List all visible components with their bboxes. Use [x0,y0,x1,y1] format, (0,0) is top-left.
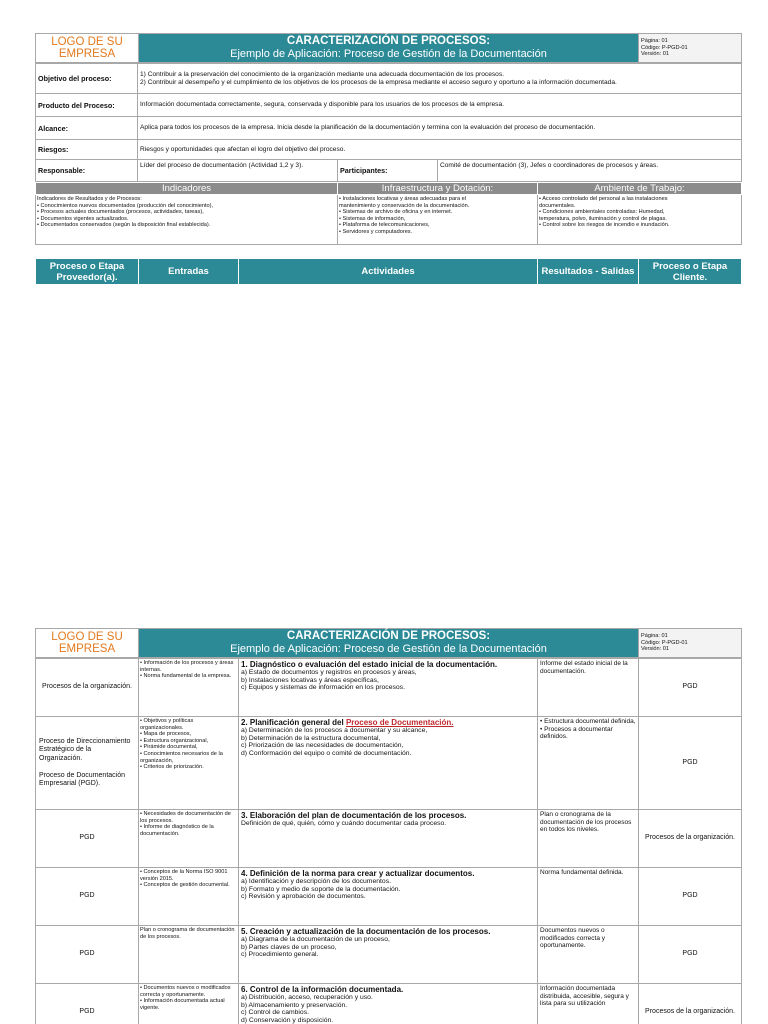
objective-value [138,64,742,94]
activities-cell [239,984,538,1024]
environment-line: • Control sobre los riesgos de incendio e inundación. [539,222,670,228]
input-item: • Norma fundamental de la empresa. [140,673,232,680]
output-item: Documentos nuevos o modificados correcta y oportunamente. [540,927,606,950]
logo-line-2: EMPRESA [58,643,116,655]
input-item: • Documentos nuevos o modificados correcta y oportunamente. [140,985,231,998]
client-cell: Procesos de la organización. [639,810,742,868]
objective-label: Objetivo del proceso: [36,64,138,94]
infrastructure-line: • Instalaciones locativas y áreas adecuadas para el [339,196,466,202]
input-item: • Objetivos y políticas organizacionales. [140,718,194,731]
process-columns-header [35,258,742,285]
activities-cell [239,717,538,810]
activity-title [241,927,535,936]
page-number: Página: 01 [641,38,668,45]
supplier-cell: Procesos de la organización. [36,659,139,717]
client-cell: PGD [639,717,742,810]
document-code: Código: P-PGD-01 [641,44,688,51]
outputs-cell [538,868,639,926]
activity-item: a) Estado de documentos y registros en procesos y áreas, [241,669,417,676]
document-metadata [639,629,742,658]
client-cell: PGD [639,926,742,984]
scope-value: Aplica para todos los procesos de la empresa. Inicia desde la planificación de la documentación y termina con la evaluación del proceso de documentación. [138,117,742,140]
resources-table [35,182,742,245]
document-version: Versión: 01 [641,646,669,653]
activity-item: a) Distribución, acceso, recuperación y uso. [241,994,373,1001]
output-item: Plan o cronograma de la documentación de los procesos en todos los niveles. [540,811,632,834]
process-row [36,926,742,984]
outputs-cell [538,984,639,1024]
activity-item: a) Determinación de los procesos a documentar y su alcance, [241,727,428,734]
activities-cell [239,868,538,926]
indicators-list [36,195,338,245]
document-title-cell [139,629,639,658]
infrastructure-line: • Sistemas de archivo de oficina y en internet. [339,209,453,215]
logo-line-1: LOGO DE SU [51,36,123,48]
header-table [35,628,742,658]
process-row [36,810,742,868]
indicator-line: • Conocimientos nuevos documentados (producción del conocimiento), [37,202,214,209]
environment-line: documentales. [539,202,576,209]
page-number: Página: 01 [641,633,668,640]
activity-item: b) Partes claves de un proceso, [241,943,337,951]
process-row [36,659,742,717]
inputs-cell [139,984,239,1024]
environment-line: • Condiciones ambientales controladas: Humedad, [539,209,665,215]
document-title: CARACTERIZACIÓN DE PROCESOS: [286,630,491,642]
activity-item: a) Identificación y descripción de los documentos. [241,878,391,885]
inputs-cell [139,717,239,810]
supplier-cell: PGD [36,810,139,868]
activity-title [241,660,535,669]
activity-item: Definición de qué, quién, cómo y cuándo documentar cada proceso. [241,820,447,827]
document-subtitle: Ejemplo de Aplicación: Proceso de Gestión de la Documentación [230,48,547,60]
input-item: • Información documentada actual vigente. [140,998,225,1011]
input-item: Plan o cronograma de documentación de los procesos. [140,927,235,940]
product-label: Producto del Proceso: [36,94,138,117]
activity-item: d) Conservación y disposición. [241,1017,334,1024]
activity-title-text: 3. Elaboración del plan de documentación de los procesos. [241,811,467,820]
output-item: • Estructura documental definida, [540,718,636,725]
activity-title-text: 6. Control de la información documentada. [241,985,404,994]
participants-value: Comité de documentación (3), Jefes o coordinadores de procesos y áreas. [438,160,742,182]
inputs-cell [139,926,239,984]
logo-line-2: EMPRESA [58,48,116,60]
client-cell: Procesos de la organización. [639,984,742,1024]
client-cell: PGD [639,659,742,717]
input-item: • Necesidades de documentación de los procesos. [140,811,231,824]
document-code: Código: P-PGD-01 [641,639,688,646]
indicator-line: • Documentos vigentes actualizados. [37,215,129,222]
indicator-line: • Documentados conservados (según la disposición final establecida). [37,222,211,228]
input-item: • Información de los procesos y áreas internas. [140,660,234,673]
activities-cell [239,810,538,868]
process-activities-table [35,658,742,1024]
input-item: • Conocimientos necesarios de la organización, [140,750,223,764]
supplier-cell: PGD [36,926,139,984]
input-item: • Estructura organizacional, [140,737,209,744]
activity-title [241,869,535,878]
activity-item: b) Instalaciones locativas y áreas específicas, [241,676,379,684]
header-table [35,33,742,63]
input-item: • Conceptos de la Norma ISO 9001 versión 2015. [140,869,228,882]
col-header-activities: Actividades [239,259,538,285]
output-item: Informe del estado inicial de la documentación. [540,660,628,675]
process-info-table [35,63,742,182]
activity-item: c) Priorización de las necesidades de documentación, [241,742,404,750]
activity-item: b) Almacenamiento y preservación. [241,1001,348,1009]
input-item: • Criterios de priorización. [140,764,204,771]
company-logo-placeholder [36,34,139,63]
document-metadata [639,34,742,63]
activity-item: a) Diagrama de la documentación de un proceso, [241,936,390,943]
activity-item: c) Equipos y sistemas de información en los procesos. [241,684,405,692]
input-item: • Pirámide documental, [140,744,198,751]
document-title: CARACTERIZACIÓN DE PROCESOS: [286,35,491,47]
logo-line-1: LOGO DE SU [51,631,123,643]
indicator-line: Indicadores de Resultados y de Procesos: [37,196,142,202]
risks-label: Riesgos: [36,140,138,160]
environment-line: temperatura, polvo, iluminación y control de plagas. [539,215,667,222]
participants-label: Participantes: [338,160,438,182]
activity-item: d) Conformación del equipo o comité de documentación. [241,750,412,758]
infrastructure-list [338,195,538,245]
objective-line-2: 2) Contribuir al desempeño y el cumplimiento de los objetivos de los procesos de la empresa mediante el acceso seguro y oportuno a la información documentada. [140,78,617,86]
infrastructure-line: mantenimiento y conservación de la documentación. [339,202,470,209]
output-item: Norma fundamental definida. [540,869,624,876]
process-row [36,717,742,810]
col-header-client: Proceso o Etapa Cliente. [639,259,742,285]
supplier-cell: Proceso de Direccionamiento Estratégico de la Organización. Proceso de Documentación Empresarial (PGD). [36,717,139,810]
infrastructure-line: • Plataforma de telecomunicaciones, [339,222,430,228]
input-item: • Conceptos de gestión documental. [140,882,230,889]
col-header-supplier: Proceso o Etapa Proveedor(a). [36,259,139,285]
activity-title [241,985,535,994]
activity-title-text: 2. Planificación general del [241,718,346,727]
process-rows [36,659,742,1024]
characterization-sheet-page-1 [35,33,741,285]
product-value: Información documentada correctamente, segura, conservada y disponible para los usuarios de los procesos de la empresa. [138,94,742,117]
infrastructure-line: • Sistemas de información, [339,215,406,222]
client-cell: PGD [639,868,742,926]
infrastructure-line: • Servidores y computadores. [339,228,413,235]
output-item: Información documentada distribuida, accesible, segura y lista para su utilización [540,985,629,1008]
activity-title-text: 5. Creación y actualización de la documentación de los procesos. [241,927,491,936]
input-item: • Informe de diagnóstico de la documentación. [140,824,214,837]
outputs-cell [538,926,639,984]
outputs-cell [538,659,639,717]
responsible-value: Líder del proceso de documentación (Actividad 1,2 y 3). [138,160,338,182]
col-header-outputs: Resultados - Salidas [538,259,639,285]
process-row [36,984,742,1024]
activity-title [241,718,535,727]
activities-cell [239,926,538,984]
activity-item: c) Revisión y aprobación de documentos. [241,893,366,901]
responsible-label: Responsable: [36,160,138,182]
activity-item: b) Determinación de la estructura documental, [241,734,381,742]
activity-item: c) Procedimiento general. [241,951,319,959]
supplier-cell: PGD [36,868,139,926]
scope-label: Alcance: [36,117,138,140]
inputs-cell [139,810,239,868]
work-environment-heading: Ambiente de Trabajo: [538,183,742,195]
document-subtitle: Ejemplo de Aplicación: Proceso de Gestión de la Documentación [230,643,547,655]
company-logo-placeholder [36,629,139,658]
characterization-sheet-page-2 [35,628,741,1024]
risks-value: Riesgos y oportunidades que afectan el logro del objetivo del proceso. [138,140,742,160]
document-version: Versión: 01 [641,51,669,58]
process-documentation-link[interactable]: Proceso de Documentación. [345,718,454,727]
process-row [36,868,742,926]
indicators-heading: Indicadores [36,183,338,195]
input-item: • Mapa de procesos, [140,731,192,738]
outputs-cell [538,717,639,810]
objective-line-1: 1) Contribuir a la preservación del conocimiento de la organización mediante una adecuada documentación de los procesos. [140,70,504,78]
output-item: • Procesos a documentar definidos. [540,725,613,741]
activity-item: b) Formato y medio de soporte de la documentación. [241,885,401,893]
inputs-cell [139,659,239,717]
outputs-cell [538,810,639,868]
inputs-cell [139,868,239,926]
work-environment-list [538,195,742,245]
document-title-cell [139,34,639,63]
infrastructure-heading: Infraestructura y Dotación: [338,183,538,195]
col-header-inputs: Entradas [139,259,239,285]
environment-line: • Acceso controlado del personal a las instalaciones [539,196,668,202]
activity-title [241,811,535,820]
activities-cell [239,659,538,717]
activity-title-text: 1. Diagnóstico o evaluación del estado inicial de la documentación. [241,660,498,669]
activity-title-text: 4. Definición de la norma para crear y actualizar documentos. [241,869,475,878]
activity-item: c) Control de cambios. [241,1009,309,1017]
indicator-line: • Procesos actuales documentados (procesos, actividades, tareas), [37,209,204,215]
supplier-cell: PGD [36,984,139,1024]
